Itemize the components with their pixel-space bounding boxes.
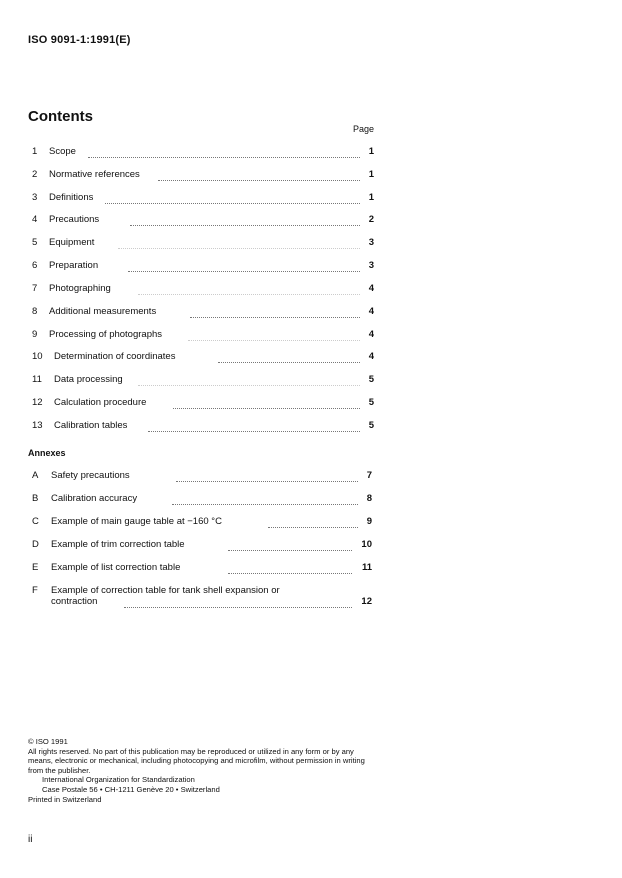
- toc-entry-12[interactable]: [28, 397, 374, 411]
- toc-page: 3: [368, 260, 374, 271]
- copyright-line: © ISO 1991: [28, 737, 68, 746]
- toc-page: 4: [368, 329, 374, 340]
- leader-dots: [148, 420, 360, 432]
- leader-dots: [218, 351, 360, 363]
- toc-text: Preparation: [49, 260, 99, 271]
- organization-name: International Organization for Standardization: [42, 775, 195, 785]
- toc-page: 4: [368, 351, 374, 362]
- toc-text: Determination of coordinates: [54, 351, 176, 362]
- toc-text: Equipment: [49, 237, 95, 248]
- annex-entry-d[interactable]: [28, 539, 372, 553]
- annex-text: Example of list correction table: [51, 562, 181, 573]
- leader-dots: [190, 306, 360, 318]
- annex-page: 8: [366, 493, 372, 504]
- page-column-label: Page: [352, 124, 374, 134]
- annex-letter: E: [32, 562, 39, 573]
- toc-page: 4: [368, 306, 374, 317]
- organization-address: Case Postale 56 • CH-1211 Genève 20 • Switzerland: [42, 784, 220, 794]
- toc-entry-3[interactable]: [28, 192, 374, 206]
- toc-entry-8[interactable]: [28, 306, 374, 320]
- annex-entry-f[interactable]: [28, 585, 372, 611]
- annex-text: Calibration accuracy: [51, 493, 138, 504]
- toc-entry-13[interactable]: [28, 420, 374, 434]
- leader-dots: [158, 169, 360, 181]
- toc-number: 2: [32, 169, 38, 180]
- toc-page: 1: [368, 192, 374, 203]
- toc-page: 2: [368, 214, 374, 225]
- toc-page: 4: [368, 283, 374, 294]
- toc-text: Calculation procedure: [54, 397, 147, 408]
- toc-number: 13: [32, 420, 43, 431]
- toc-entry-11[interactable]: [28, 374, 374, 388]
- leader-dots: [138, 283, 360, 295]
- toc-text: Processing of photographs: [49, 329, 163, 340]
- toc-number: 3: [32, 192, 38, 203]
- annex-letter: F: [32, 585, 38, 596]
- leader-dots: [176, 470, 358, 482]
- toc-page: 5: [368, 420, 374, 431]
- toc-text: Calibration tables: [54, 420, 128, 431]
- annex-entry-b[interactable]: [28, 493, 372, 507]
- annex-page: 11: [361, 562, 372, 573]
- toc-page: 1: [368, 169, 374, 180]
- page-number: ii: [28, 834, 33, 845]
- annex-entry-e[interactable]: [28, 562, 372, 576]
- toc-entry-4[interactable]: [28, 214, 374, 228]
- leader-dots: [124, 596, 352, 608]
- printed-in: Printed in Switzerland: [28, 794, 102, 804]
- toc-entry-9[interactable]: [28, 329, 374, 343]
- annexes-heading: Annexes: [28, 448, 66, 458]
- annex-text: Example of trim correction table: [51, 539, 185, 550]
- toc-number: 5: [32, 237, 38, 248]
- annex-page: 7: [366, 470, 372, 481]
- contents-title: Contents: [28, 108, 93, 125]
- toc-number: 6: [32, 260, 38, 271]
- toc-text: Photographing: [49, 283, 111, 294]
- toc-text: Scope: [49, 146, 76, 157]
- annex-page: 12: [361, 596, 372, 607]
- annex-text: Safety precautions: [51, 470, 130, 481]
- toc-text: Precautions: [49, 214, 100, 225]
- toc-text: Normative references: [49, 169, 140, 180]
- toc-page: 5: [368, 397, 374, 408]
- toc-number: 12: [32, 397, 43, 408]
- toc-entry-6[interactable]: [28, 260, 374, 274]
- annex-text: Example of main gauge table at −160 °C: [51, 516, 222, 527]
- leader-dots: [268, 516, 358, 528]
- annex-entry-c[interactable]: [28, 516, 372, 530]
- toc-number: 9: [32, 329, 38, 340]
- leader-dots: [88, 146, 360, 158]
- annex-entry-a[interactable]: [28, 470, 372, 484]
- leader-dots: [128, 260, 360, 272]
- leader-dots: [138, 374, 360, 386]
- rights-statement: All rights reserved. No part of this publication may be reproduced or utilized in any form or by any means, electronic or mechanical, including photocopying and microfilm, without permission in writing from the publisher.: [28, 746, 365, 775]
- toc-entry-10[interactable]: [28, 351, 374, 365]
- toc-text: Data processing: [54, 374, 123, 385]
- leader-dots: [130, 214, 360, 226]
- toc-number: 1: [32, 146, 38, 157]
- annex-letter: C: [32, 516, 39, 527]
- leader-dots: [173, 397, 360, 409]
- toc-text: Definitions: [49, 192, 94, 203]
- toc-number: 8: [32, 306, 38, 317]
- annex-letter: D: [32, 539, 39, 550]
- leader-dots: [228, 539, 352, 551]
- leader-dots: [172, 493, 358, 505]
- toc-number: 7: [32, 283, 38, 294]
- toc-entry-7[interactable]: [28, 283, 374, 297]
- document-id: ISO 9091-1:1991(E): [28, 34, 131, 46]
- annex-text: Example of correction table for tank shell expansion or: [51, 585, 280, 596]
- leader-dots: [105, 192, 360, 204]
- leader-dots: [118, 237, 360, 249]
- copyright-block: [28, 737, 376, 804]
- leader-dots: [228, 562, 352, 574]
- annex-text-continued: contraction: [51, 596, 98, 607]
- toc-entry-1[interactable]: [28, 146, 374, 160]
- toc-entry-2[interactable]: [28, 169, 374, 183]
- toc-page: 5: [368, 374, 374, 385]
- annex-letter: B: [32, 493, 39, 504]
- toc-number: 4: [32, 214, 38, 225]
- toc-number: 10: [32, 351, 43, 362]
- toc-entry-5[interactable]: [28, 237, 374, 251]
- toc-text: Additional measurements: [49, 306, 157, 317]
- leader-dots: [188, 329, 360, 341]
- annex-letter: A: [32, 470, 39, 481]
- annex-page: 9: [366, 516, 372, 527]
- annex-page: 10: [361, 539, 372, 550]
- toc-page: 1: [368, 146, 374, 157]
- toc-number: 11: [32, 374, 42, 385]
- toc-page: 3: [368, 237, 374, 248]
